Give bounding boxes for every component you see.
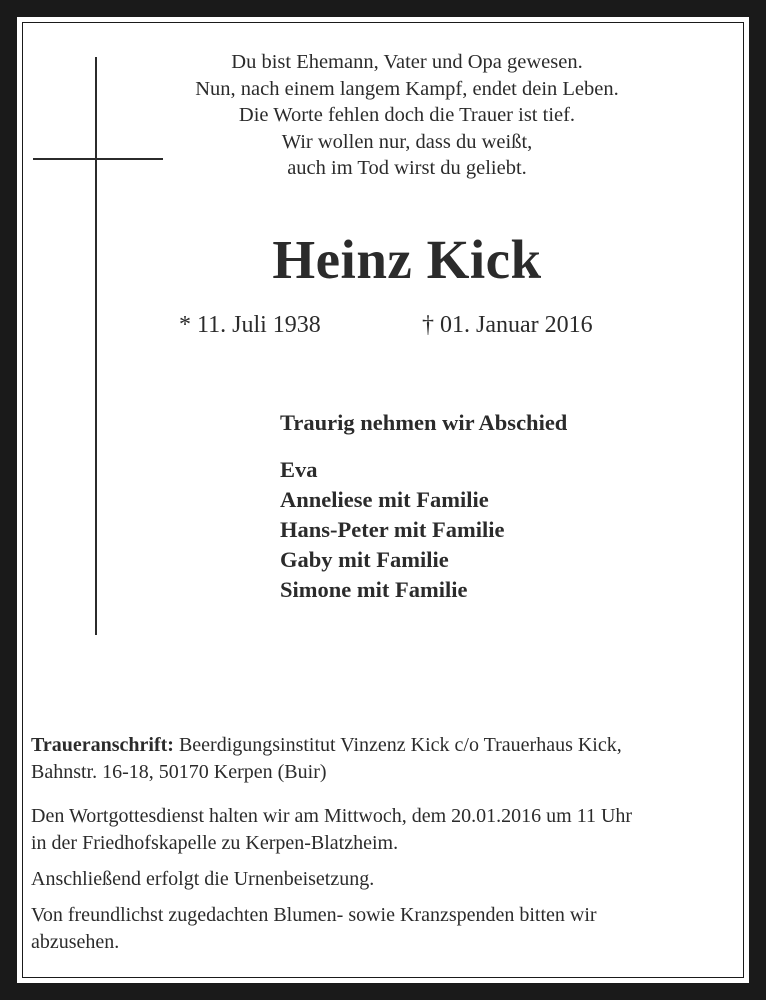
poem-line: Wir wollen nur, dass du weißt, bbox=[281, 130, 533, 153]
poem-line: Du bist Ehemann, Vater und Opa gewesen. bbox=[231, 51, 583, 73]
poem bbox=[157, 49, 657, 182]
deceased-name: Heinz Kick bbox=[272, 229, 542, 290]
notice-panel bbox=[16, 16, 750, 984]
service-text: Den Wortgottesdienst halten wir am Mittwoch, dem 20.01.2016 um 11 Uhr bbox=[31, 805, 633, 827]
mourner-name: Anneliese mit Familie bbox=[280, 487, 489, 512]
flowers-paragraph bbox=[31, 902, 743, 956]
service-info bbox=[31, 803, 743, 965]
flowers-text: abzusehen. bbox=[31, 931, 120, 953]
address-text: Beerdigungsinstitut Vinzenz Kick c/o Trauerhaus Kick, bbox=[173, 734, 622, 756]
address-line bbox=[31, 732, 743, 759]
cross-icon-horizontal bbox=[33, 158, 163, 160]
death-date: † 01. Januar 2016 bbox=[422, 312, 593, 338]
mourners-heading: Traurig nehmen wir Abschied bbox=[280, 410, 568, 435]
cross-icon-vertical bbox=[95, 57, 97, 635]
poem-line: Die Worte fehlen doch die Trauer ist tief. bbox=[238, 104, 576, 126]
mourning-address bbox=[31, 732, 743, 786]
address-line: Bahnstr. 16-18, 50170 Kerpen (Buir) bbox=[31, 761, 327, 783]
mourner-name: Simone mit Familie bbox=[280, 577, 468, 602]
flowers-text: Von freundlichst zugedachten Blumen- sowie Kranzspenden bitten wir bbox=[31, 904, 597, 926]
burial-paragraph: Anschließend erfolgt die Urnenbeisetzung. bbox=[31, 868, 375, 890]
birth-date: * 11. Juli 1938 bbox=[179, 312, 321, 338]
mourner-name: Eva bbox=[280, 457, 318, 482]
service-text: in der Friedhofskapelle zu Kerpen-Blatzheim. bbox=[31, 832, 399, 854]
address-label: Traueranschrift: bbox=[31, 734, 174, 756]
mourners-list bbox=[280, 455, 505, 605]
poem-line: auch im Tod wirst du geliebt. bbox=[287, 157, 527, 179]
poem-line: Nun, nach einem langem Kampf, endet dein Leben. bbox=[195, 77, 619, 100]
mourner-name: Gaby mit Familie bbox=[280, 547, 449, 572]
mourner-name: Hans-Peter mit Familie bbox=[280, 517, 505, 542]
service-paragraph bbox=[31, 803, 743, 857]
